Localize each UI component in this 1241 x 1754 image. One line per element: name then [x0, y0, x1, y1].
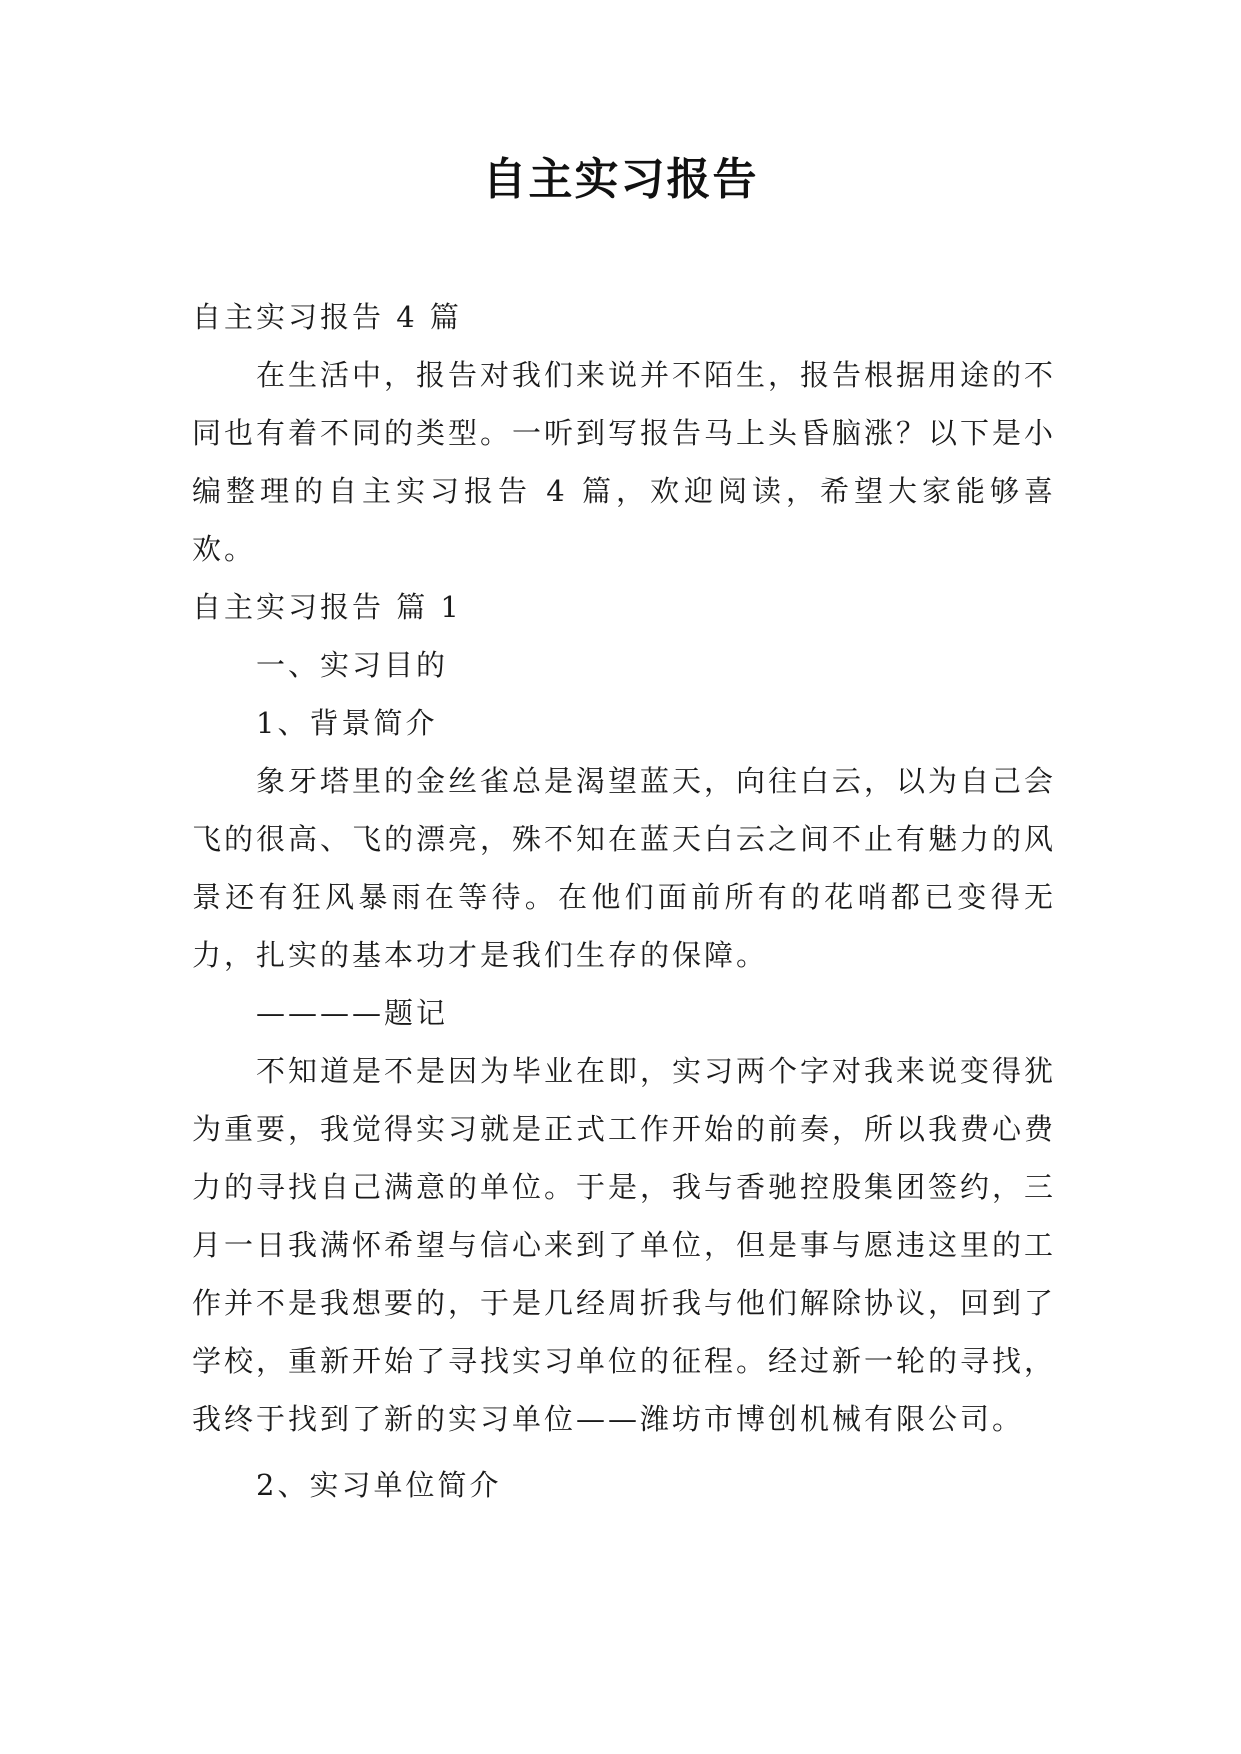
- background-paragraph: 象牙塔里的金丝雀总是渴望蓝天，向往白云，以为自己会飞的很高、飞的漂亮，殊不知在蓝天白云之间不止有魅力的风景还有狂风暴雨在等待。在他们面前所有的花哨都已变得无力，扎实的基本功才是我们生存的保障。: [192, 764, 1057, 972]
- heading-purpose: 一、实习目的: [256, 648, 449, 682]
- body-paragraph: 不知道是不是因为毕业在即，实习两个字对我来说变得犹为重要，我觉得实习就是正式工作开始的前奏，所以我费心费力的寻找自己满意的单位。于是，我与香驰控股集团签约，三月一日我满怀希望与信心来到了单位，但是事与愿违这里的工作并不是我想要的，于是几经周折我与他们解除协议，回到了学校，重新开始了寻找实习单位的征程。经过新一轮的寻找，我终于找到了新的实习单位——潍坊市博创机械有限公司。: [192, 1054, 1057, 1436]
- heading-company-intro: 2、实习单位简介: [256, 1468, 502, 1502]
- section-heading: 自主实习报告 篇 1: [192, 590, 462, 624]
- subtitle-line: 自主实习报告 4 篇: [192, 300, 462, 334]
- intro-paragraph: 在生活中，报告对我们来说并不陌生，报告根据用途的不同也有着不同的类型。一听到写报告马上头昏脑涨？以下是小编整理的自主实习报告 4 篇，欢迎阅读，希望大家能够喜欢。: [192, 358, 1057, 566]
- epigraph-line: ————题记: [256, 996, 449, 1030]
- document-body: [192, 288, 1056, 1514]
- heading-background: 1、背景简介: [256, 706, 438, 740]
- document-title: 自主实习报告: [482, 154, 759, 205]
